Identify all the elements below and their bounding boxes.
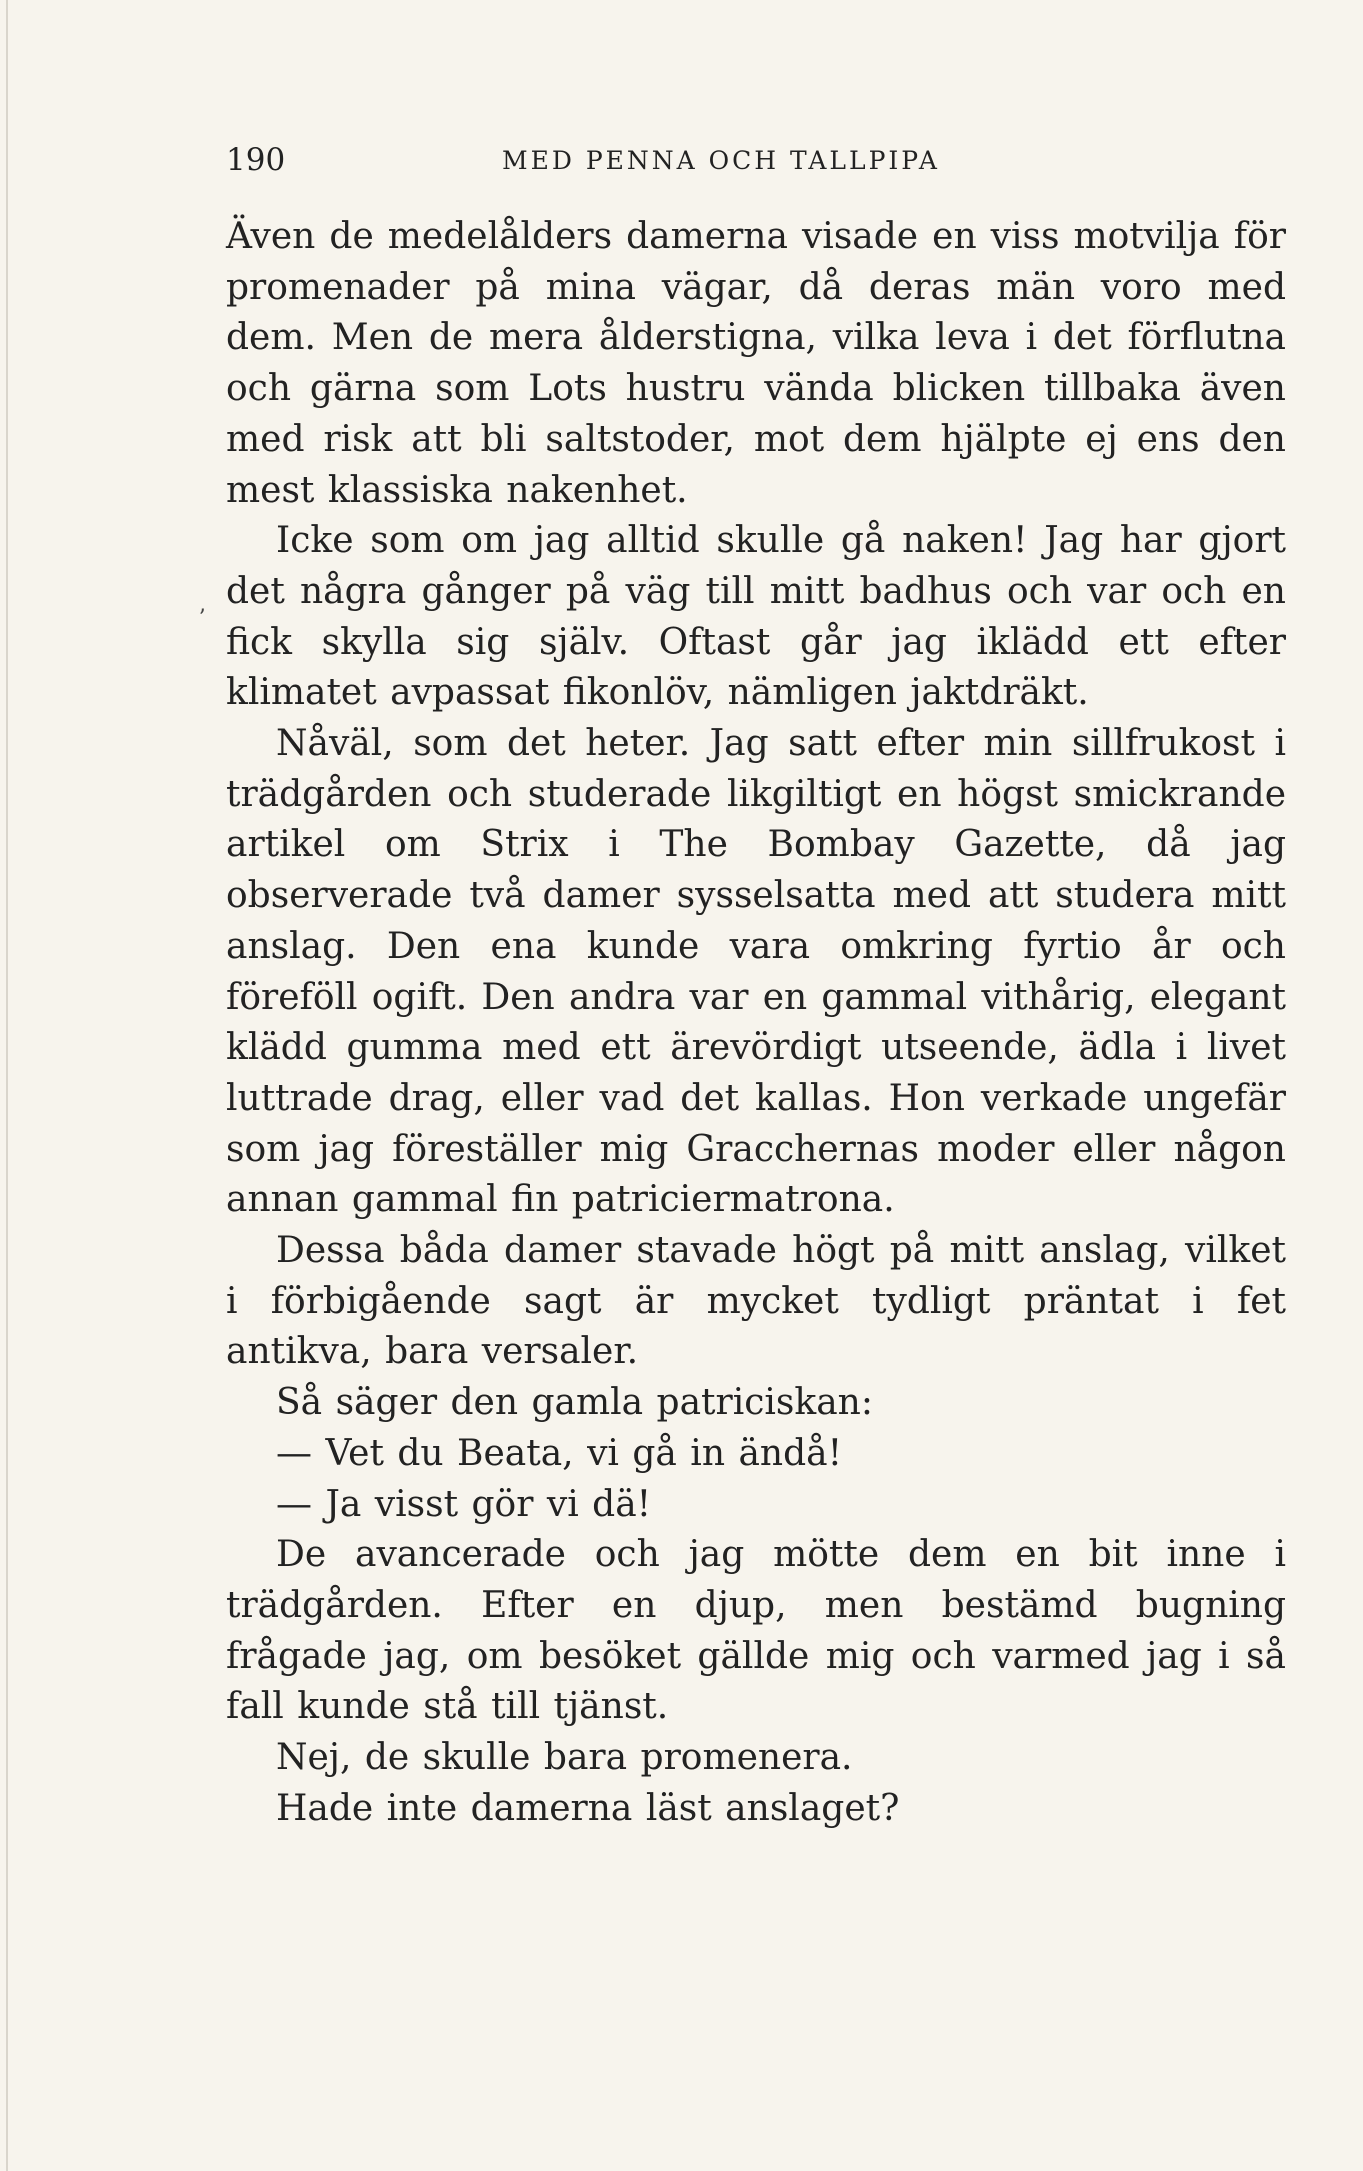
dialogue-line: — Vet du Beata, vi gå in ändå!	[276, 1432, 843, 1474]
paragraph: Dessa båda damer stavade högt på mitt anslag, vilket i förbigående sagt är mycket tydligt präntat i fet antikva, bara versaler.	[226, 1230, 1286, 1373]
running-title: MED PENNA OCH TALLPIPA	[502, 146, 940, 175]
dialogue-line: — Ja visst gör vi dä!	[276, 1483, 652, 1525]
paragraph: De avancerade och jag mötte dem en bit inne i trädgården. Efter en djup, men bestämd bugning frågade jag, om besöket gällde mig och varmed jag i så fall kunde stå till tjänst.	[226, 1534, 1286, 1728]
page-edge	[6, 0, 8, 2171]
paragraph: Nej, de skulle bara promenera.	[276, 1737, 853, 1779]
paragraph: Även de medelålders damerna visade en viss motvilja för promenader på mina vägar, då deras män voro med dem. Men de mera ålderstigna, vilka leva i det förflutna och gärna som Lots hustru vända blicken tillbaka även med risk att bli saltstoder, mot dem hjälpte ej ens den mest klassiska nakenhet.	[226, 216, 1286, 511]
paragraph: Så säger den gamla patriciskan:	[276, 1382, 873, 1424]
running-head	[226, 142, 1286, 182]
paragraph: Hade inte damerna läst anslaget?	[276, 1787, 900, 1829]
paragraph: Nåväl, som det heter. Jag satt efter min sillfrukost i trädgården och studerade likgiltigt en högst smickrande artikel om Strix i The Bombay Gazette, då jag observerade två damer sysselsatta med att studera mitt anslag. Den ena kunde vara omkring fyrtio år och föreföll ogift. Den andra var en gammal vithårig, elegant klädd gumma med ett ärevördigt utseende, ädla i livet luttrade drag, eller vad det kallas. Hon verkade ungefär som jag föreställer mig Gracchernas moder eller någon annan gammal fin patriciermatrona.	[226, 723, 1286, 1221]
paragraph: Icke som om jag alltid skulle gå naken! Jag har gjort det några gånger på väg till mitt badhus och var och en fick skylla sig själv. Oftast går jag iklädd ett efter klimatet avpassat fikonlöv, nämligen jaktdräkt.	[226, 520, 1286, 714]
page-number: 190	[226, 142, 286, 178]
margin-mark: ʼ	[198, 606, 205, 631]
body-text	[226, 212, 1286, 1835]
